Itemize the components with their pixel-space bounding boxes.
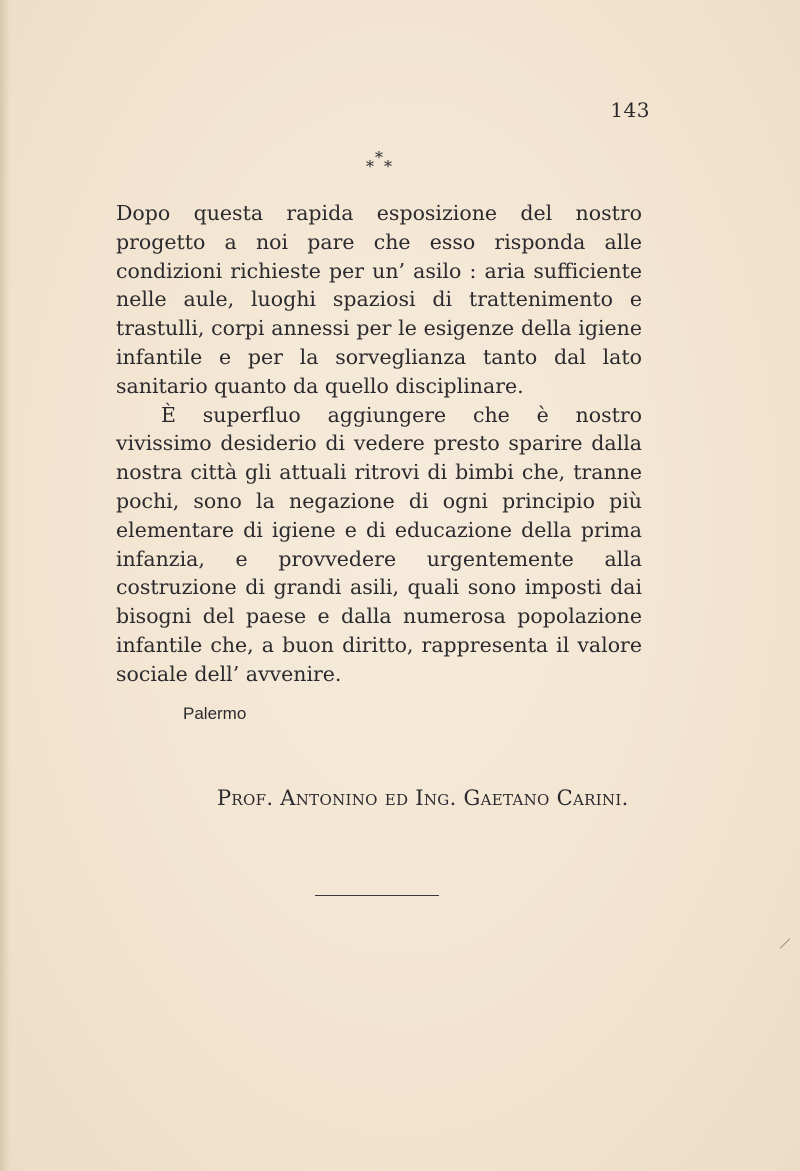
asterism-star-top: * [375, 148, 383, 167]
paragraph-2: È superfluo aggiungere che è nostro vivissimo desiderio di vedere presto sparire dalla nostra città gli attuali ritrovi di bimbi che, tranne pochi, sono la negazione di ogni principio più elementare di igiene e di educazione della prima infanzia, e provvedere urgentemente alla costruzione di grandi asili, quali sono imposti dai bisogni del paese e dalla numerosa popolazione infantile che, a buon diritto, rappresenta il valore sociale dell’ avvenire. [116, 402, 642, 686]
page-edge-shadow [0, 0, 10, 1171]
asterism-separator [364, 150, 394, 180]
paper-mark [780, 938, 791, 949]
body-text [116, 199, 642, 689]
paragraph-1: Dopo questa rapida esposizione del nostro progetto a noi pare che esso risponda alle condizioni richieste per un’ asilo : aria sufficiente nelle aule, luoghi spaziosi di trattenimento e trastulli, corpi annessi per le esigenze della igiene infantile e per la sorveglianza tanto dal lato sanitario quanto da quello disciplinare. [116, 201, 642, 398]
asterism-star-left: * [366, 157, 374, 176]
place-name: Palermo [183, 704, 247, 723]
page-number: 143 [610, 98, 650, 122]
closing-rule [315, 895, 439, 896]
author-signature: Prof. Antonino ed Ing. Gaetano Carini. [217, 786, 629, 810]
asterism-star-right: * [384, 157, 392, 176]
